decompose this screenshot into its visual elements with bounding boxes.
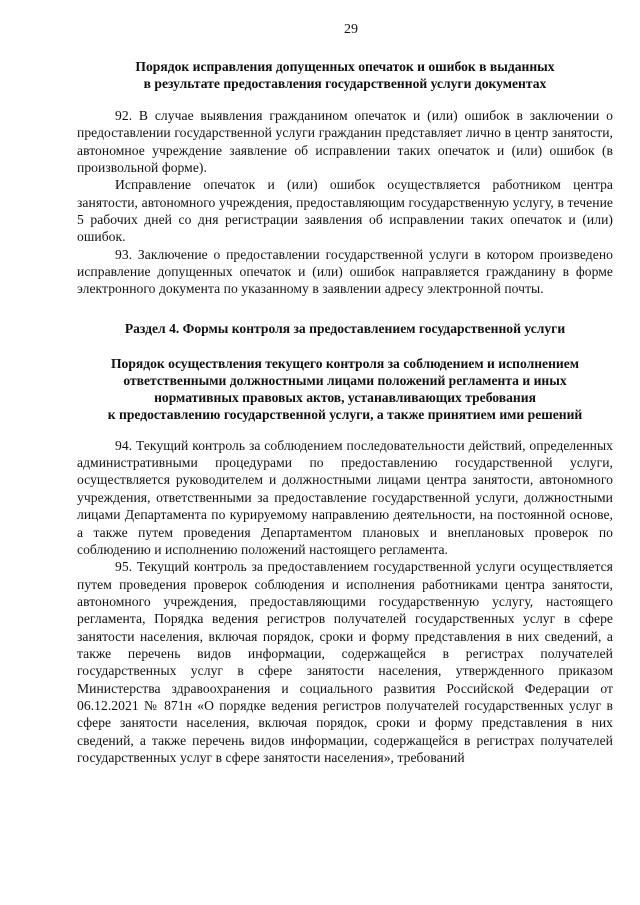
heading-corrections-line-1: Порядок исправления допущенных опечаток и ошибок в выданных bbox=[135, 59, 555, 74]
section-4-heading: Раздел 4. Формы контроля за предоставлением государственной услуги bbox=[124, 320, 566, 336]
page-number: 29 bbox=[344, 22, 358, 37]
paragraph-93: 93. Заключение о предоставлении государственной услуги в котором произведено исправление допущенных опечаток и (или) ошибок направляется гражданину в форме электронного документа по указанному в заявлении адресу электронной почты. bbox=[77, 246, 613, 297]
heading-corrections-line-2: в результате предоставления государственной услуги документах bbox=[143, 76, 547, 91]
paragraph-94: 94. Текущий контроль за соблюдением последовательности действий, определенных административными процедурами по предоставлению государственной услуги, осуществляется руководителем и должностными лицами центра занятости, автономного учреждения, ответственными за предоставление государственной услуги, должностными лицами Департамента по курируемому направлению деятельности, на постоянной основе, а также путем проведения Департаментом плановых и внеплановых проверок по соблюдению и исполнению положений настоящего регламента. bbox=[77, 437, 613, 557]
paragraph-92: 92. В случае выявления гражданином опечаток и (или) ошибок в заключении о предоставлении государственной услуги гражданин представляет лично в центр занятости, автономное учреждение заявление об исправлении таких опечаток и (или) ошибок (в произвольной форме). bbox=[77, 108, 613, 176]
document-page bbox=[77, 20, 613, 766]
paragraph-92-correction: Исправление опечаток и (или) ошибок осуществляется работником центра занятости, автономного учреждения, предоставляющим государственную услугу, в течение 5 рабочих дней со дня регистрации заявления об исправлении таких опечаток и (или) ошибок. bbox=[77, 177, 613, 245]
heading-current-control-line-2: ответственными должностными лицами положений регламента и иных bbox=[123, 372, 567, 388]
heading-corrections bbox=[77, 58, 613, 92]
heading-current-control bbox=[77, 355, 613, 423]
heading-current-control-line-4: к предоставлению государственной услуги, а также принятием ими решений bbox=[107, 406, 583, 422]
heading-current-control-line-1: Порядок осуществления текущего контроля за соблюдением и исполнением bbox=[110, 355, 580, 371]
heading-current-control-line-3: нормативных правовых актов, устанавливающих требования bbox=[154, 389, 536, 405]
paragraph-95: 95. Текущий контроль за предоставлением государственной услуги осуществляется путем проведения проверок соблюдения и исполнения работниками центра занятости, автономного учреждения, предоставляющими государственную услугу, настоящего регламента, Порядка ведения регистров получателей государственных услуг в сфере занятости населения, включая порядок, сроки и форму представления в них сведений, а также перечень видов информации, содержащейся в регистрах получателей государственных услуг в сфере занятости населения, утвержденного приказом Министерства здравоохранения и социального развития Российской Федерации от 06.12.2021 № 871н «О порядке ведения регистров получателей государственных услуг в сфере занятости населения, включая порядок, сроки и форму представления в них сведений, а также перечень видов информации, содержащейся в регистрах получателей государственных услуг в сфере занятости населения», требований bbox=[77, 559, 613, 765]
